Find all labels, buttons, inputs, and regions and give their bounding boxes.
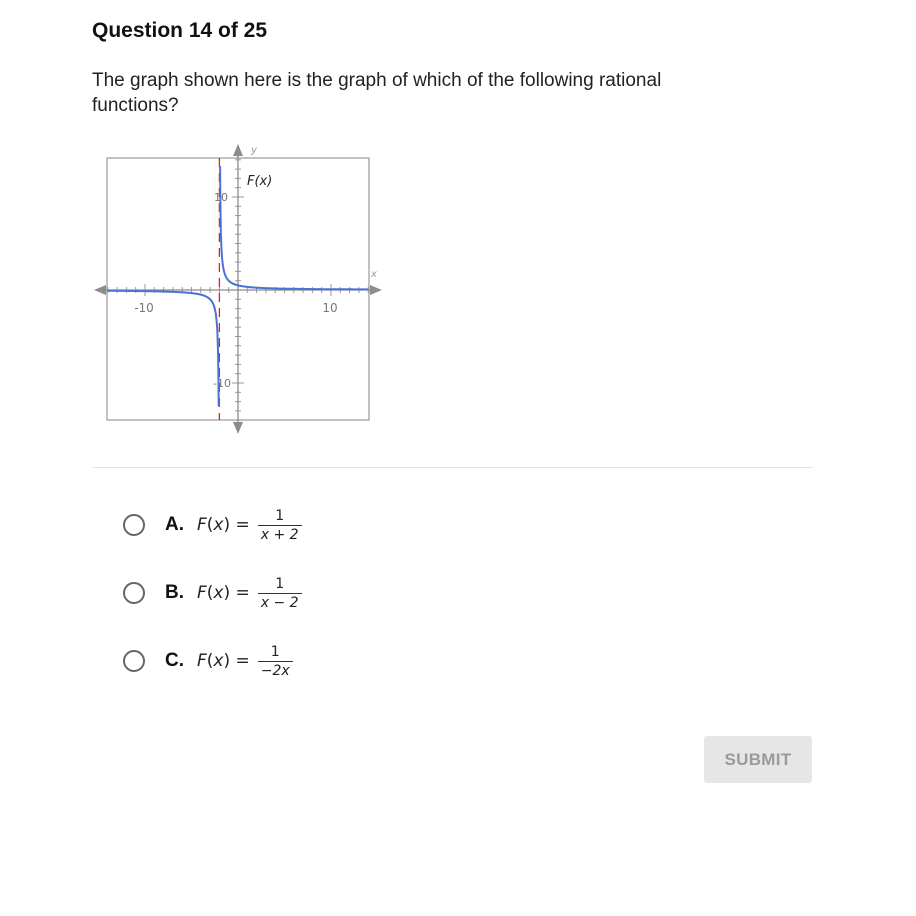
x-tick-label-pos: 10 <box>322 301 338 315</box>
y-axis-label: y <box>251 145 257 156</box>
radio-button[interactable] <box>123 514 145 536</box>
fraction <box>258 576 302 611</box>
question-header: Question 14 of 25 <box>92 19 268 42</box>
fraction <box>258 644 293 679</box>
choice-b[interactable] <box>123 573 302 613</box>
choice-c[interactable] <box>123 641 293 681</box>
y-axis-arrow-up <box>233 144 243 156</box>
divider <box>92 467 813 468</box>
submit-button[interactable]: SUBMIT <box>704 736 812 783</box>
y-tick-label-pos: 10 <box>214 191 228 204</box>
x-axis-label: x <box>371 269 377 280</box>
x-axis-arrow-left <box>94 285 106 295</box>
choice-a[interactable] <box>123 505 302 545</box>
function-name: F(x) = <box>197 651 250 671</box>
x-axis-arrow-right <box>370 285 382 295</box>
function-name: F(x) = <box>197 583 250 603</box>
function-name: F(x) = <box>197 515 250 535</box>
y-axis-arrow-down <box>233 422 243 434</box>
choice-letter: C. <box>165 650 184 671</box>
denominator: −2x <box>258 661 293 679</box>
numerator: 1 <box>275 575 285 592</box>
denominator: x + 2 <box>258 525 302 543</box>
fraction <box>258 508 302 543</box>
function-graph <box>92 140 392 445</box>
graph-svg <box>92 140 392 440</box>
numerator: 1 <box>270 643 280 660</box>
numerator: 1 <box>275 507 285 524</box>
question-prompt: The graph shown here is the graph of which of the following rational functions? <box>92 70 662 116</box>
denominator: x − 2 <box>258 593 302 611</box>
x-tick-label-neg: -10 <box>134 301 154 315</box>
choice-letter: B. <box>165 582 184 603</box>
curve-label: F(x) <box>247 174 273 189</box>
radio-button[interactable] <box>123 582 145 604</box>
choice-letter: A. <box>165 514 184 535</box>
radio-button[interactable] <box>123 650 145 672</box>
y-tick-label-neg: -10 <box>213 377 231 390</box>
